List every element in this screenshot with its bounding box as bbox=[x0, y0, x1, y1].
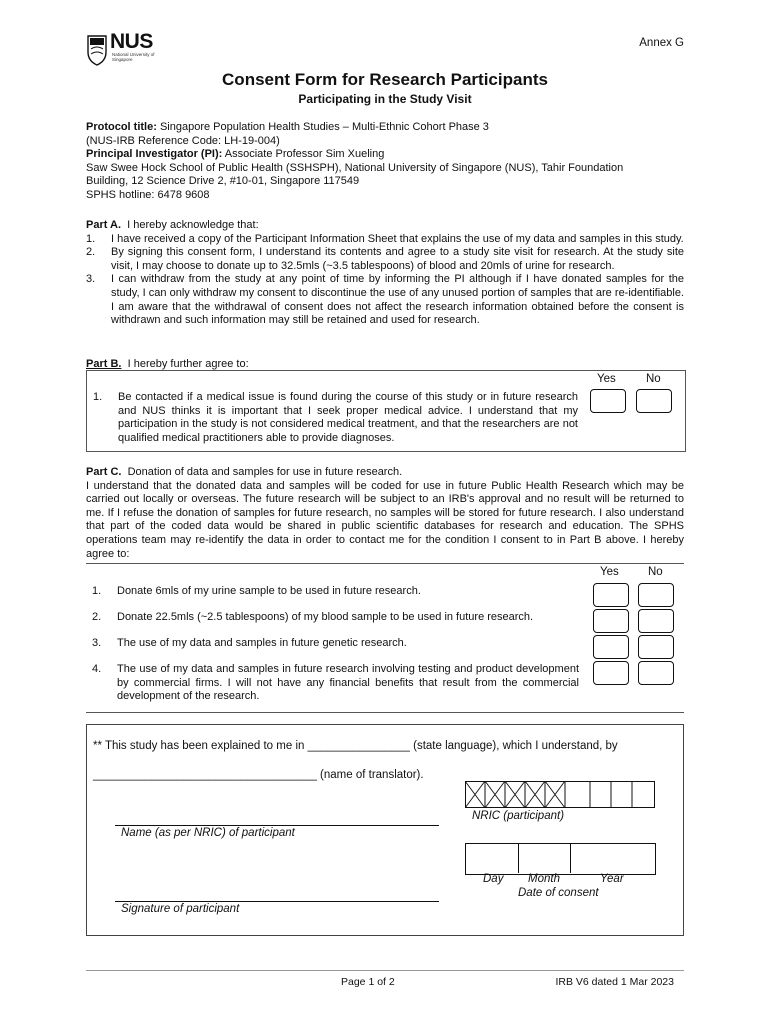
annex-label: Annex G bbox=[639, 37, 684, 49]
address-line-2: Building, 12 Science Drive 2, #10-01, Singapore 117549 bbox=[86, 175, 360, 188]
part-b-heading bbox=[86, 358, 249, 370]
commercial-no-checkbox[interactable] bbox=[638, 661, 674, 685]
protocol-header bbox=[86, 121, 686, 203]
hotline: SPHS hotline: 6478 9608 bbox=[86, 188, 210, 201]
list-item: 2. By signing this consent form, I understand its contents and agree to a study site visit for research. At the study site visit, I may choose to donate up to 32.5mls (~3.5 tablespoons) of blood and 20mls of urine for research. bbox=[86, 246, 684, 272]
part-c-body: I understand that the donated data and samples will be coded for use in future Public Health Research which may be carried out locally or overseas. The future research will be subject to an IRB's approval and no result will be returned to me. If I refuse the donation of samples for future research, no samples will be stored for future research. I also understand that part of the coded data would be shared in public scientific databases for research and education. The SPHS operations team may re-identify the data in order to contact me for the condition I consent to in Part B above. I hereby agree to: bbox=[86, 479, 684, 560]
reference-code: (NUS-IRB Reference Code: LH-19-004) bbox=[86, 134, 280, 147]
date-divider bbox=[518, 843, 519, 873]
yes-header: Yes bbox=[597, 373, 616, 385]
urine-no-checkbox[interactable] bbox=[638, 583, 674, 607]
pi-label: Principal Investigator (PI): bbox=[86, 148, 223, 161]
item-number: 1. bbox=[92, 585, 102, 597]
part-c-label: Part C. bbox=[86, 466, 122, 478]
translator-line: ___________________________________ (name of translator). bbox=[93, 769, 424, 781]
yes-header: Yes bbox=[600, 566, 619, 578]
protocol-label: Protocol title: bbox=[86, 121, 157, 133]
nric-label: NRIC (participant) bbox=[472, 810, 565, 822]
date-field[interactable] bbox=[465, 843, 656, 875]
part-c-item-text: The use of my data and samples in future research involving testing and product development by commercial firms. I will not have any financial benefits that result from the commercial development of the research. bbox=[117, 663, 579, 703]
part-c-item-text: Donate 6mls of my urine sample to be used in future research. bbox=[117, 585, 421, 597]
item-number: 4. bbox=[92, 663, 102, 675]
no-header: No bbox=[646, 373, 661, 385]
part-c bbox=[86, 466, 684, 561]
item-number: 2. bbox=[92, 611, 102, 623]
part-c-item-text: Donate 22.5mls (~2.5 tablespoons) of my blood sample to be used in future research. bbox=[117, 611, 534, 623]
footer-rule bbox=[86, 970, 684, 971]
item-number: 1. bbox=[93, 391, 103, 403]
nric-field[interactable] bbox=[465, 781, 655, 808]
commercial-yes-checkbox[interactable] bbox=[593, 661, 629, 685]
item-number: 3. bbox=[92, 637, 102, 649]
logo-wordmark: NUS bbox=[110, 30, 153, 53]
participant-signature-line[interactable] bbox=[115, 901, 439, 902]
list-item: 3. I can withdraw from the study at any point of time by informing the PI although if I have donated samples for the study, I can only withdraw my consent to discontinue the use of any unused portion of samples that are re-identifiable. I am aware that the withdrawal of consent does not affect the research information obtained before the consent is withdrawn and such information may still be retained and used for research. bbox=[86, 273, 684, 327]
address-line-1: Saw Swee Hock School of Public Health (SSHSPH), National University of Singapore (NUS), Tahir Foundation bbox=[86, 161, 624, 174]
crest-icon bbox=[86, 34, 108, 66]
part-a bbox=[86, 219, 684, 328]
part-a-label: Part A. bbox=[86, 219, 122, 231]
part-a-intro: I hereby acknowledge that: bbox=[127, 219, 259, 231]
explanation-statement: ** This study has been explained to me in ________________ (state language), which I understand, by bbox=[93, 740, 618, 752]
day-label: Day bbox=[483, 873, 504, 885]
part-b-yes-checkbox[interactable] bbox=[590, 389, 626, 413]
urine-yes-checkbox[interactable] bbox=[593, 583, 629, 607]
pi-name: Associate Professor Sim Xueling bbox=[224, 148, 385, 161]
no-header: No bbox=[648, 566, 663, 578]
part-b-table bbox=[86, 370, 686, 452]
part-b-intro: I hereby further agree to: bbox=[127, 358, 249, 370]
part-b-label: Part B. bbox=[86, 358, 122, 370]
part-a-list bbox=[86, 233, 684, 328]
signature-section bbox=[86, 724, 684, 936]
name-signature-line[interactable] bbox=[115, 825, 439, 826]
name-label: Name (as per NRIC) of participant bbox=[121, 827, 295, 839]
genetic-yes-checkbox[interactable] bbox=[593, 635, 629, 659]
blood-yes-checkbox[interactable] bbox=[593, 609, 629, 633]
part-c-item-text: The use of my data and samples in future genetic research. bbox=[117, 637, 407, 649]
signature-label: Signature of participant bbox=[121, 903, 240, 915]
blood-no-checkbox[interactable] bbox=[638, 609, 674, 633]
nus-logo bbox=[86, 30, 166, 68]
part-b-no-checkbox[interactable] bbox=[636, 389, 672, 413]
part-c-table bbox=[86, 563, 684, 713]
page-title: Consent Form for Research Participants bbox=[222, 70, 548, 89]
page-number: Page 1 of 2 bbox=[341, 976, 395, 988]
logo-subtitle: National University of Singapore bbox=[112, 52, 155, 62]
genetic-no-checkbox[interactable] bbox=[638, 635, 674, 659]
part-c-intro: Donation of data and samples for use in future research. bbox=[127, 466, 403, 478]
page-subtitle: Participating in the Study Visit bbox=[298, 92, 472, 106]
date-of-consent-label: Date of consent bbox=[518, 887, 599, 899]
month-label: Month bbox=[528, 873, 560, 885]
version-info: IRB V6 dated 1 Mar 2023 bbox=[555, 976, 674, 988]
protocol-title: Singapore Population Health Studies – Multi-Ethnic Cohort Phase 3 bbox=[159, 121, 489, 133]
list-item: 1. I have received a copy of the Participant Information Sheet that explains the use of my data and samples in this study. bbox=[86, 232, 684, 245]
part-b-item-text: Be contacted if a medical issue is found during the course of this study or in future research and NUS thinks it is important that I seek proper medical advice. I understand that my participation in the study is not considered medical treatment, and that the researchers are not qualified medical practitioners able to provide diagnoses. bbox=[118, 391, 578, 444]
date-divider bbox=[570, 843, 571, 873]
nric-grid bbox=[465, 781, 655, 808]
year-label: Year bbox=[600, 873, 624, 885]
